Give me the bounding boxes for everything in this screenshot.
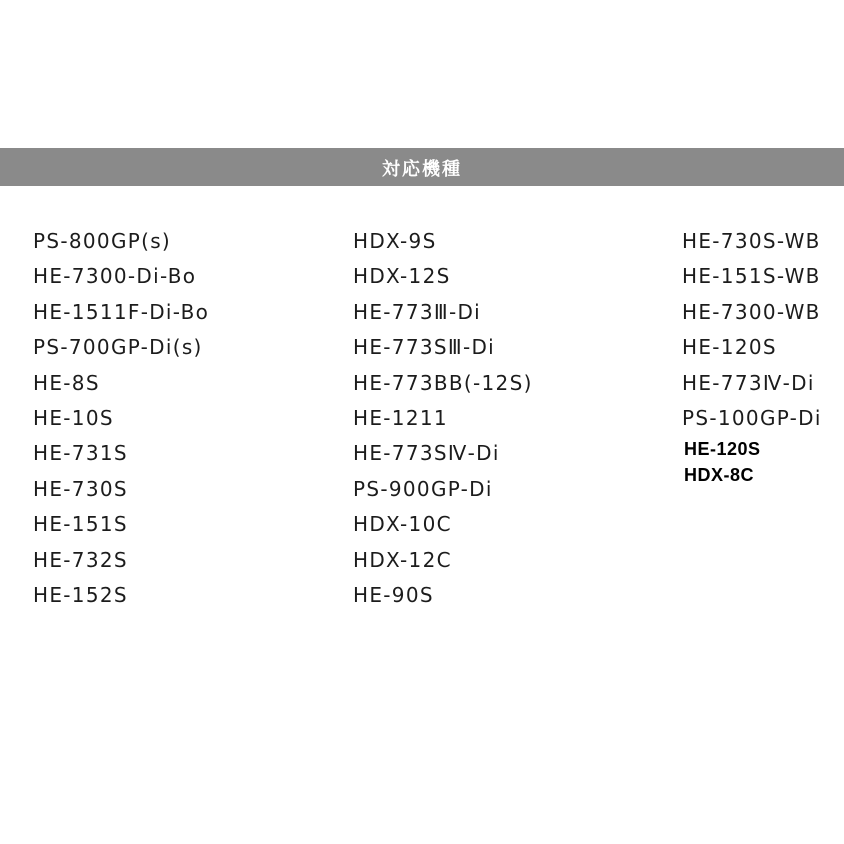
list-item: HDX-12C xyxy=(353,547,452,572)
list-item: HE-730S-WB xyxy=(682,229,821,253)
list-item: PS-900GP-Di xyxy=(353,476,493,501)
list-item: PS-100GP-Di xyxy=(682,405,822,430)
list-item: HDX-9S xyxy=(353,229,437,253)
list-item: HDX-8C xyxy=(684,464,755,485)
extra-model-list xyxy=(684,437,761,488)
list-item: HE-730S xyxy=(33,476,128,501)
list-item: HE-773Ⅳ-Di xyxy=(682,370,815,395)
page-title: 対応機種 xyxy=(382,159,462,180)
list-item: HE-7300-WB xyxy=(682,299,821,324)
header-bar xyxy=(0,148,844,186)
list-item: HE-10S xyxy=(33,405,114,430)
list-item: HE-773BB(-12S) xyxy=(353,370,533,395)
list-item: HE-773SⅣ-Di xyxy=(353,441,500,466)
list-item: HE-7300-Di-Bo xyxy=(33,264,197,289)
list-item: HDX-10C xyxy=(353,512,452,537)
list-item: PS-800GP(s) xyxy=(33,229,172,253)
list-item: HE-8S xyxy=(33,370,100,395)
list-item: HE-151S-WB xyxy=(682,264,821,289)
list-item: HE-151S xyxy=(33,512,128,537)
list-item: HE-732S xyxy=(33,547,128,572)
list-item: HE-90S xyxy=(353,582,434,607)
list-item: HE-120S xyxy=(684,439,761,459)
model-column-2 xyxy=(353,226,533,615)
list-item: HE-773Ⅲ-Di xyxy=(353,299,482,324)
model-column-1 xyxy=(33,226,209,615)
list-item: HE-773SⅢ-Di xyxy=(353,335,496,360)
list-item: HE-1511F-Di-Bo xyxy=(33,299,210,324)
list-item: HE-731S xyxy=(33,441,128,466)
list-item: HE-152S xyxy=(33,582,128,607)
list-item: HDX-12S xyxy=(353,264,451,289)
list-item: PS-700GP-Di(s) xyxy=(33,335,203,360)
model-column-3 xyxy=(682,226,822,438)
list-item: HE-1211 xyxy=(353,405,448,430)
list-item: HE-120S xyxy=(682,335,777,360)
